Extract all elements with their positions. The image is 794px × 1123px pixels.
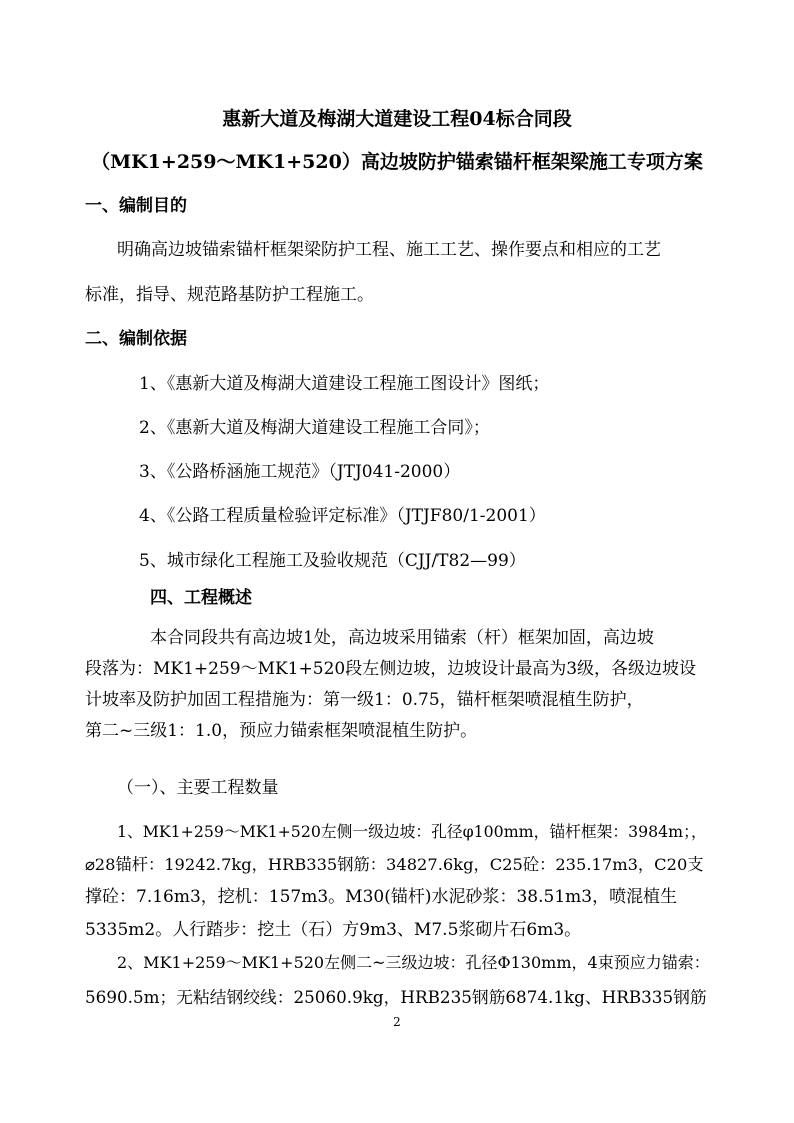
section-heading-overview: 四、工程概述	[150, 588, 252, 608]
basis-list-item: 5、城市绿化工程施工及验收规范（CJJ/T82—99）	[139, 551, 526, 571]
basis-list-item: 1、《惠新大道及梅湖大道建设工程施工图设计》图纸；	[139, 374, 550, 394]
quantities-item-1-line: 1、MK1+259～MK1+520左侧一级边坡：孔径φ100mm，锚杆框架：3984m；，	[117, 822, 707, 841]
overview-paragraph-line: 本合同段共有高边坡1处，高边坡采用锚索（杆）框架加固，高边坡	[150, 628, 654, 648]
page-number: 2	[393, 1015, 401, 1029]
basis-list-item: 2、《惠新大道及梅湖大道建设工程施工合同》；	[139, 418, 490, 438]
overview-paragraph-line: 段落为：MK1+259～MK1+520段左侧边坡，边坡设计最高为3级，各级边坡设	[85, 659, 697, 679]
basis-list-item: 4、《公路工程质量检验评定标准》（JTJF80/1-2001）	[139, 506, 546, 526]
purpose-paragraph-line-2: 标准，指导、规范路基防护工程施工。	[85, 285, 374, 305]
quantities-item-1-line: 5335m2。人行踏步：挖土（石）方9m3、M7.5浆砌片石6m3。	[85, 920, 582, 940]
overview-paragraph-line: 计坡率及防护加固工程措施为：第一级1：0.75，锚杆框架喷混植生防护，	[85, 690, 644, 710]
document-title-line-2: （MK1+259～MK1+520）高边坡防护锚索锚杆框架梁施工专项方案	[91, 151, 703, 173]
quantities-item-1-line: 撑砼：7.16m3，挖机：157m3。M30(锚杆)水泥砂浆：38.51m3，喷混植生	[85, 887, 678, 907]
overview-paragraph-line: 第二~三级1：1.0，预应力锚索框架喷混植生防护。	[85, 721, 478, 741]
basis-list-item: 3、《公路桥涵施工规范》（JTJ041-2000）	[139, 462, 461, 482]
section-heading-basis: 二、编制依据	[85, 329, 187, 349]
section-heading-purpose: 一、编制目的	[85, 196, 187, 216]
subsection-heading-quantities: （一）、主要工程数量	[117, 778, 279, 798]
document-title-line-1: 惠新大道及梅湖大道建设工程04标合同段	[222, 108, 572, 130]
quantities-item-2-line: 2、MK1+259～MK1+520左侧二~三级边坡：孔径Φ130mm，4束预应力锚索：	[117, 953, 710, 972]
purpose-paragraph-line-1: 明确高边坡锚索锚杆框架梁防护工程、施工工艺、操作要点和相应的工艺	[117, 240, 661, 260]
quantities-item-1-line: ⌀28锚杆：19242.7kg，HRB335钢筋：34827.6kg，C25砼：235.17m3，C20支	[85, 855, 704, 874]
quantities-item-2-line: 5690.5m；无粘结钢绞线：25060.9kg，HRB235钢筋6874.1kg、HRB335钢筋	[85, 987, 707, 1007]
